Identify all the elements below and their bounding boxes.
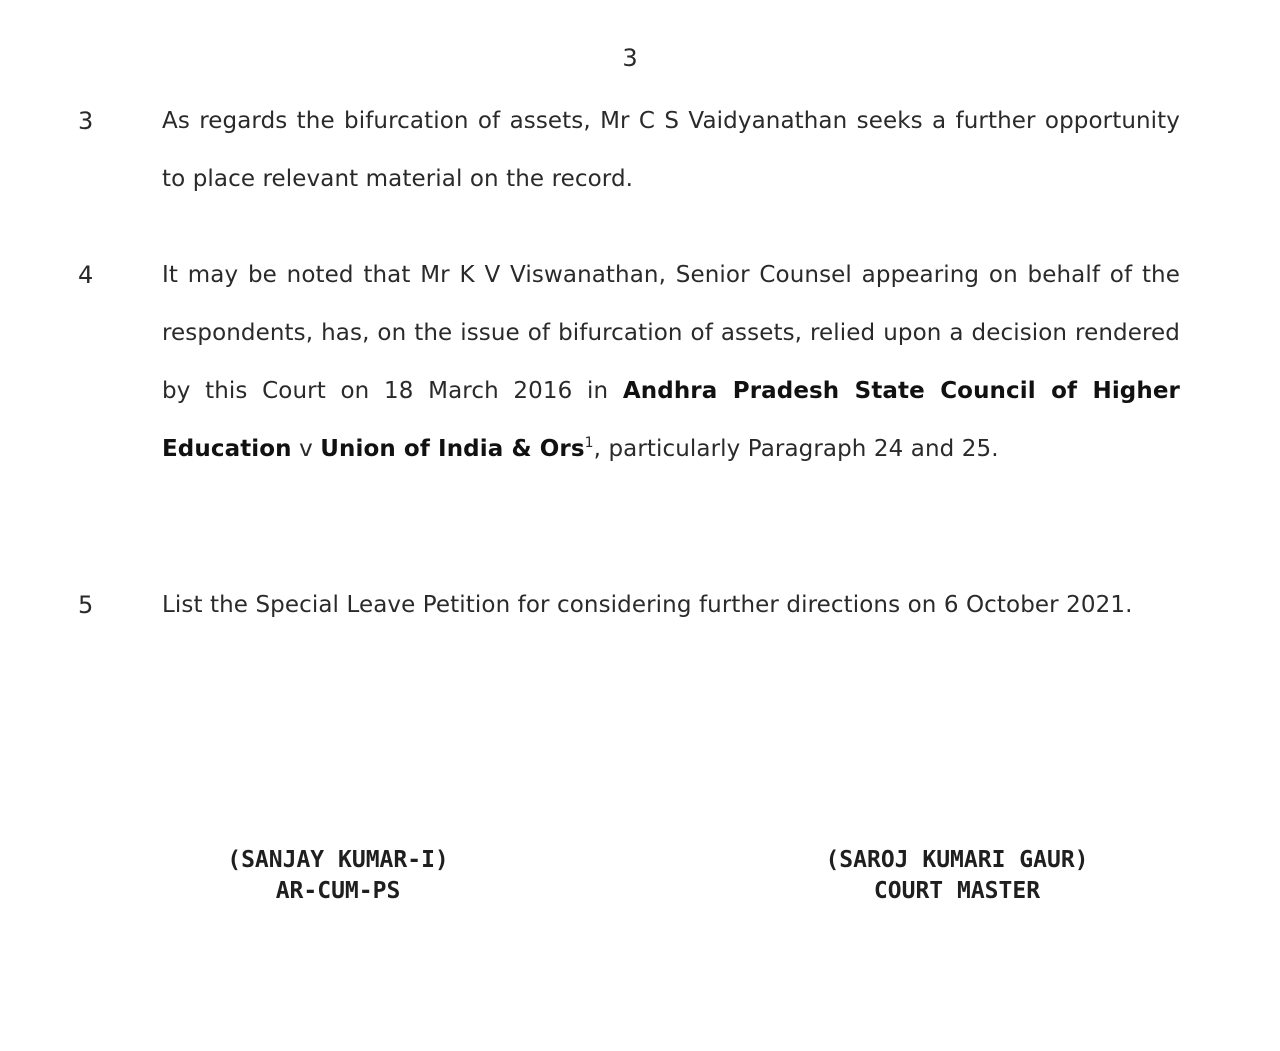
case-party-1: Andhra Pradesh State Council of Higher Education: [162, 378, 1180, 462]
signatory-designation: AR-CUM-PS: [275, 878, 401, 904]
paragraph-text-outro: , particularly Paragraph 24 and 25.: [593, 436, 999, 462]
footnote-marker: 1: [584, 435, 594, 451]
paragraph-number: 3: [78, 107, 94, 135]
case-versus: v: [291, 436, 321, 462]
signatory-name: (SANJAY KUMAR-I): [227, 847, 449, 873]
signature-block-left: [196, 845, 480, 907]
signatory-name: (SAROJ KUMARI GAUR): [825, 847, 1089, 873]
paragraph-text-intro: It may be noted that Mr K V Viswanathan, Senior Counsel appearing on behalf of the respondents, has, on the issue of bifurcation of assets, relied upon a decision rendered by this Court on 18 March 2016 in: [162, 262, 1180, 404]
signature-block-right: [792, 845, 1122, 907]
paragraph-number: 5: [78, 591, 94, 619]
paragraph-text: As regards the bifurcation of assets, Mr C S Vaidyanathan seeks a further opportunity to place relevant material on the record.: [162, 108, 1180, 192]
page-number: 3: [622, 44, 638, 72]
paragraph-number: 4: [78, 261, 94, 289]
paragraph-text: List the Special Leave Petition for considering further directions on 6 October 2021.: [162, 592, 1133, 618]
paragraph-text: [162, 246, 1180, 478]
case-party-2: Union of India & Ors: [320, 436, 585, 462]
signatory-designation: COURT MASTER: [873, 878, 1041, 904]
